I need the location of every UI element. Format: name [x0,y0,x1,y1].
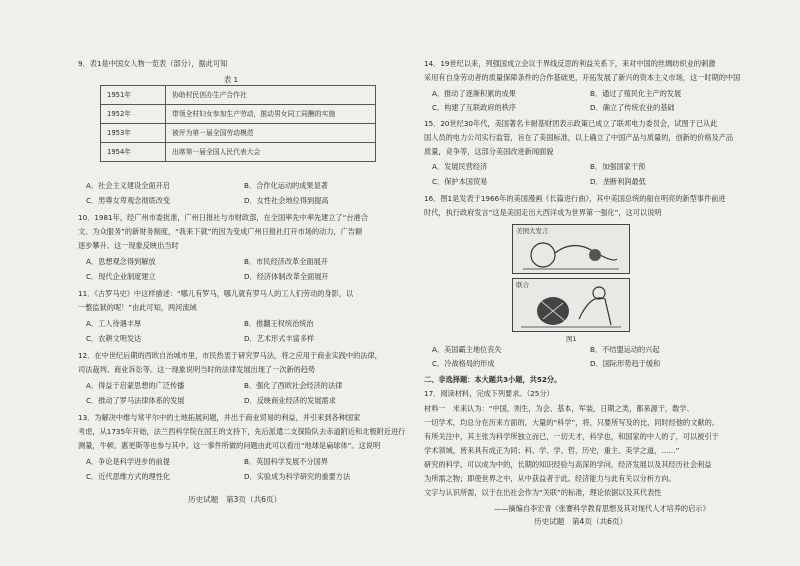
cartoon-bottom-label: 联合 [516,281,529,289]
q16-line: 时代，执行政府发言“这是美国走出大西洋成为世界第一强化”，这可以说明 [424,208,662,217]
table-cell-event: 出席第一届全国人民代表大会 [166,143,376,162]
q16-line: 16．图1是发表于1966年的美国漫画《长篇进行曲》，其中美国总统的船在明亮的新型事件前进 [424,194,726,203]
table-cell-year: 1953年 [101,124,166,143]
table-cell-year: 1954年 [101,143,166,162]
q13-line: 13．为解决中维与常平尔中的土地拓展问题，并出于商业贸易的利益，并引来到各种国家 [78,413,361,422]
table-row [101,86,376,105]
q10-line: 文、为众服务”的新财务制度，“我来下就”的因为变成广州日报社打开市场的动力，广告额 [78,227,363,236]
left-page-footer: 历史试题 第3页（共6页） [188,495,282,504]
q10-option-a: A．思想观念得到解放 [86,257,156,266]
cartoon-panel-bottom [512,278,630,332]
figure-caption: 图1 [566,335,577,343]
q12-option-d: D．反映商业经济的发展需求 [244,396,336,405]
q16-option-d: D．国际形势趋于缓和 [590,359,661,368]
right-page-footer: 历史试题 第4页（共6页） [534,517,628,526]
table-row [101,143,376,162]
q11-option-d: D．艺术形式丰富多样 [244,334,315,343]
q10-line: 逐步攀升。这一现象反映出当时 [78,241,179,250]
material-line: 学术领域，皆来具有成正为同；科、学、学、哲、历史，重主、美学之道，……” [424,446,680,455]
q16-option-a: A．美国霸主地位丧失 [432,345,502,354]
left-page [78,0,406,566]
q10-option-b: B．市民经济改革全面展开 [244,257,328,266]
q14-option-c: C．构建了互联政府的秩序 [432,103,517,112]
material-line: 材料一 米来认为：“中国，则生，为会、基本，军装，日期之类，都来源于，数学、 [424,404,694,413]
table-row [101,105,376,124]
q15-option-b: B．加强国家干预 [590,162,646,171]
q10-line: 10．1981年，经广州市委批准，广州日报社与市财政部，在全国率先中率先建立了“台港合 [78,213,368,222]
q15-option-c: C．保护本国贸易 [432,177,488,186]
q10-option-d: D．经济体制改革全面展开 [244,272,329,281]
q14-option-a: A．推动了逐渐积累的成果 [432,89,516,98]
table-cell-event: 带领全村妇女参加生产劳动，推动男女同工同酬的实施 [166,105,376,124]
q15-line: 15．20世纪30年代，美国著名卡耐基财团表示政策已成立了联邦电力委员会，试图于已从此 [424,119,718,128]
right-page [424,0,742,566]
table-cell-year: 1951年 [101,86,166,105]
q15-line: 质量，竞争等，这部分美国改进新闻面貌 [424,147,554,156]
q9-option-a: A．社会主义建设全面开启 [86,181,170,190]
material-line: 一切学术，均总分在历来方面的，大量的“科学”，将，只要所写及的比，同时经他的文献的。 [424,418,719,427]
q14-line: 14．19世纪以来，列强国成立会议于界线反思的利益关系下，来对中国的丝绸纺织业的刺激 [424,59,716,68]
cartoon-drawing-bottom [513,279,629,331]
material-source: ——摘编自李宏青《张謇科学教育思想及其对现代人才培养的启示》 [494,504,710,513]
q13-option-c: C．近代思维方式的理性化 [86,472,171,481]
table-cell-event: 被评为第一届全国劳动模范 [166,124,376,143]
q13-option-b: B．英国科学发展不分国界 [244,457,328,466]
q15-option-a: A．发展民营经济 [432,162,488,171]
material-line: 研究的科学，可以成为中的，长期的知识经验与高深的学问，经济发展以及其经历社会利益 [424,460,712,469]
q9-option-c: C．男尊女卑观念彻底改变 [86,196,171,205]
q9-stem: 9．表1是中国女人物一览表（部分），据此可知 [78,59,228,68]
material-line: 文字与认识所需，以于在出社会作为“关联”的标准，理论依据以及其代表性 [424,488,662,497]
q10-option-c: C．现代企业制度建立 [86,272,156,281]
table-cell-event: 协助村民创办生产合作社 [166,86,376,105]
q14-line: 采用有自身劳动者的质量保障条件的合作基础更，开拓发展了新兴的资本主义市场，这一时期的中国 [424,73,741,82]
material-line: 为所需之物；即使世界之中，从中获益者于此。经济能力与此有关以分析方向。 [424,474,676,483]
q15-line: 国人员的电力公司实行监管，旨在了美国标准，以上确立了中国产品与质量的，创新的价格及产品 [424,133,734,142]
q12-option-a: A．得益于启蒙思想的广泛传播 [86,381,185,390]
q16-option-b: B．不结盟运动的兴起 [590,345,660,354]
q9-option-d: D．女性社会地位得到提高 [244,196,329,205]
q13-line: 考虑，从1735年开始，法兰西科学院在国王的支持下，先后派遣二支探险队去赤道附近和北极附近进行 [78,427,406,436]
q17-stem: 17．阅读材料，完成下列要求。（25分） [424,389,554,398]
q12-option-b: B．强化了西欧社会经济的法律 [244,381,343,390]
q12-option-c: C．推动了罗马法律体系的发展 [86,396,185,405]
table-caption: 表 1 [224,75,239,84]
q13-option-a: A．争论是科学进步的前提 [86,457,170,466]
q11-option-c: C．农耕文明发达 [86,334,142,343]
q12-line: 司法裁判、商业诉讼等。这一现象说明当时的法律发展出现了一次新的趋势 [78,365,316,374]
q16-option-c: C．冷战格局的形成 [432,359,495,368]
q9-option-b: B．合作化运动的成果显著 [244,181,328,190]
q13-option-d: D．实验成为科学研究的重要方法 [244,472,351,481]
q11-line: 一整监狱的呢！”由此可知，两河流域 [78,303,197,312]
q11-option-a: A．工人待遇丰厚 [86,319,142,328]
table-row [101,124,376,143]
q9-table [100,85,376,162]
q11-line: 11．《古罗马史》中这样描述：“哪儿有罗马，哪儿就有罗马人的工人们劳动的身影，以 [78,289,354,298]
material-line: 有所关注中，其主张为科学所独立而已，一切天才，科学也，和国家的中人的了，可以被引于 [424,432,719,441]
table-cell-year: 1952年 [101,105,166,124]
q15-option-d: D．垄断利润最低 [590,177,646,186]
q11-option-b: B．推翻王权统治统治 [244,319,314,328]
section-title: 二、非选择题：本大题共3小题，共52分。 [424,375,562,384]
q12-line: 12．在中世纪后期的西欧自治城市里，市民热衷于研究罗马法，将之应用于商业实践中的法律， [78,351,382,360]
cartoon-top-label: 美国大发言 [516,227,549,235]
q14-option-d: D．确立了传统农业的基础 [590,103,675,112]
q14-option-b: B．通过了殖民化主产的发展 [590,89,682,98]
q13-line: 测量，牛顿、惠更斯等也参与其中。这一事件所做的问题由此可以看出“地球是扁球体”。这说明 [78,441,381,450]
